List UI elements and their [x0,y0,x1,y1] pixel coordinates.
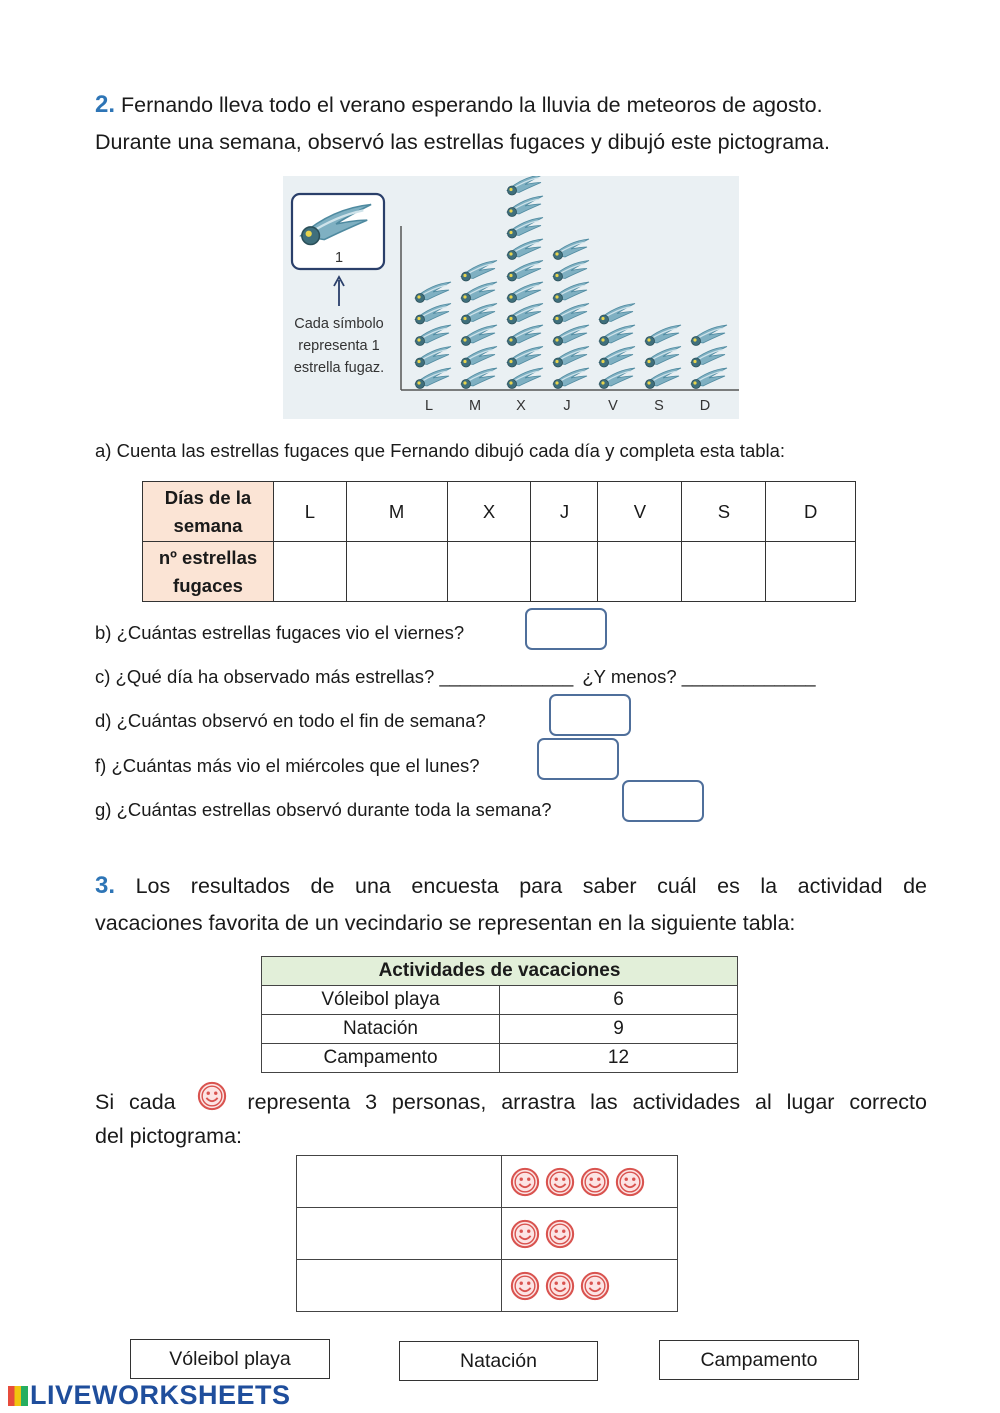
pictogram-row [297,1208,678,1260]
answer-cell-d[interactable] [766,542,856,602]
x-tick-label: S [654,398,664,414]
days-table [142,481,856,602]
stars-header [143,542,274,602]
question-c [95,665,816,689]
question-c-part1: c) ¿Qué día ha observado más estrellas? _____________ [95,666,574,687]
answer-cell-x[interactable] [447,542,531,602]
section3-line1: Los resultados de una encuesta para saber cuál es la actividad de [135,874,927,898]
instruction-part-b: representa 3 personas, arrastra las actividades al lugar correcto [247,1090,927,1114]
comet-mark-v [599,347,635,368]
drop-zone-1[interactable] [297,1156,502,1208]
activity-value: 12 [500,1044,738,1073]
comet-mark-d [691,368,727,389]
question-f: f) ¿Cuántas más vio el miércoles que el lunes? [95,755,480,776]
activities-table [261,956,738,1073]
comet-mark-x [507,196,543,217]
comet-mark-x [507,368,543,389]
x-tick-label: M [468,398,482,414]
stars-header-line1: nº estrellas [158,546,258,568]
smiley-icon [545,1167,575,1197]
drop-zone-2[interactable] [297,1208,502,1260]
question-a: a) Cuenta las estrellas fugaces que Fernando dibujó cada día y completa esta tabla: [95,440,786,461]
comet-mark-m [461,347,497,368]
comet-mark-s [645,347,681,368]
drag-option-natacion[interactable]: Natación [399,1341,598,1381]
meteor-chart-svg [283,176,739,419]
comet-mark-l [415,368,451,389]
smiley-icon [580,1167,610,1197]
smiley-cell [502,1260,678,1312]
answer-cell-m[interactable] [346,542,447,602]
table-row [262,1015,738,1044]
comet-mark-j [553,282,589,303]
day-cell: S [682,482,766,542]
section2-heading [95,86,930,124]
activity-name: Campamento [262,1044,500,1073]
comet-mark-j [553,304,589,325]
comet-mark-x [507,176,543,195]
smiley-cell [502,1208,678,1260]
comet-mark-x [507,239,543,260]
x-tick-label: L [424,398,434,414]
table-row [262,986,738,1015]
table-row [262,1044,738,1073]
smiley-icon [510,1167,540,1197]
comet-mark-s [645,325,681,346]
meteor-pictogram [283,176,739,419]
comet-mark-j [553,368,589,389]
comet-mark-m [461,261,497,282]
activities-pictogram [296,1155,678,1312]
comet-mark-l [415,325,451,346]
drag-option-campamento[interactable]: Campamento [659,1340,859,1380]
stars-header-line2: fugaces [173,574,243,596]
comet-mark-x [507,325,543,346]
comet-mark-l [415,347,451,368]
liveworksheets-logo [8,1380,291,1411]
section3-line2: vacaciones favorita de un vecindario se representan en la siguiente tabla: [95,911,796,935]
instruction-line1 [95,1081,927,1121]
section3-number: 3. [95,872,116,899]
smiley-icon [197,1081,227,1111]
comet-mark-x [507,218,543,239]
smiley-cell [502,1156,678,1208]
instruction-line2: del pictograma: [95,1124,242,1148]
comet-mark-d [691,347,727,368]
comet-mark-m [461,325,497,346]
activities-header-row [262,957,738,986]
legend-line-2: representa 1 [298,338,380,354]
day-cell: D [766,482,856,542]
legend-line-3: estrella fugaz. [293,360,385,376]
pictogram-row [297,1156,678,1208]
x-tick-label: J [563,398,571,414]
comet-mark-d [691,325,727,346]
section3-heading [95,867,927,905]
comet-mark-s [645,368,681,389]
answer-cell-l[interactable] [274,542,347,602]
question-g: g) ¿Cuántas estrellas observó durante toda la semana? [95,799,552,820]
smiley-icon [580,1271,610,1301]
day-cell: J [531,482,598,542]
drop-zone-3[interactable] [297,1260,502,1312]
smiley-icon [545,1271,575,1301]
answer-box-f[interactable] [537,738,619,780]
comet-mark-m [461,304,497,325]
legend-value: 1 [334,250,344,266]
answer-cell-j[interactable] [531,542,598,602]
chart-marks [415,176,727,414]
x-tick-label: X [516,398,526,414]
instruction-part-a: Si cada [95,1090,176,1114]
days-header [143,482,274,542]
comet-mark-j [553,261,589,282]
answer-box-g[interactable] [622,780,704,822]
comet-mark-l [415,282,451,303]
answer-box-d[interactable] [549,694,631,736]
smiley-icon [545,1219,575,1249]
comet-mark-x [507,261,543,282]
day-cell: L [274,482,347,542]
section2-line1: Fernando lleva todo el verano esperando la lluvia de meteoros de agosto. [121,93,823,117]
activity-name: Vóleibol playa [262,986,500,1015]
comet-mark-v [599,368,635,389]
stars-row [143,542,856,602]
answer-box-b[interactable] [525,608,607,650]
comet-mark-x [507,347,543,368]
answer-cell-s[interactable] [682,542,766,602]
comet-mark-v [599,304,635,325]
legend-line-1: Cada símbolo [294,316,384,332]
comet-mark-m [461,368,497,389]
activity-value: 6 [500,986,738,1015]
activities-title: Actividades de vacaciones [262,957,738,986]
activity-value: 9 [500,1015,738,1044]
comet-mark-v [599,325,635,346]
x-tick-label: D [699,398,711,414]
section2-number: 2. [95,91,116,118]
section2-line2: Durante una semana, observó las estrellas fugaces y dibujó este pictograma. [95,130,830,154]
comet-mark-j [553,239,589,260]
comet-mark-l [415,304,451,325]
comet-mark-j [553,347,589,368]
day-cell: X [447,482,531,542]
activity-name: Natación [262,1015,500,1044]
comet-mark-x [507,282,543,303]
section3-instruction [95,1081,927,1121]
smiley-icon [510,1219,540,1249]
days-header-line1: Días de la [164,486,252,508]
question-c-part2: ¿Y menos? _____________ [582,666,816,687]
day-cell: M [346,482,447,542]
comet-mark-m [461,282,497,303]
section3-line1-wrap [95,867,927,905]
answer-cell-v[interactable] [598,542,682,602]
question-b: b) ¿Cuántas estrellas fugaces vio el viernes? [95,622,465,643]
pictogram-row [297,1260,678,1312]
smiley-icon [615,1167,645,1197]
question-d: d) ¿Cuántas observó en todo el fin de semana? [95,710,486,731]
logo-icon [8,1386,28,1406]
logo-text: LIVEWORKSHEETS [30,1380,291,1410]
comet-mark-x [507,304,543,325]
days-header-line2: semana [173,514,243,536]
day-cell: V [598,482,682,542]
days-row [143,482,856,542]
comet-mark-j [553,325,589,346]
drag-option-voleibol[interactable]: Vóleibol playa [130,1339,330,1379]
smiley-icon [510,1271,540,1301]
x-tick-label: V [608,398,618,414]
